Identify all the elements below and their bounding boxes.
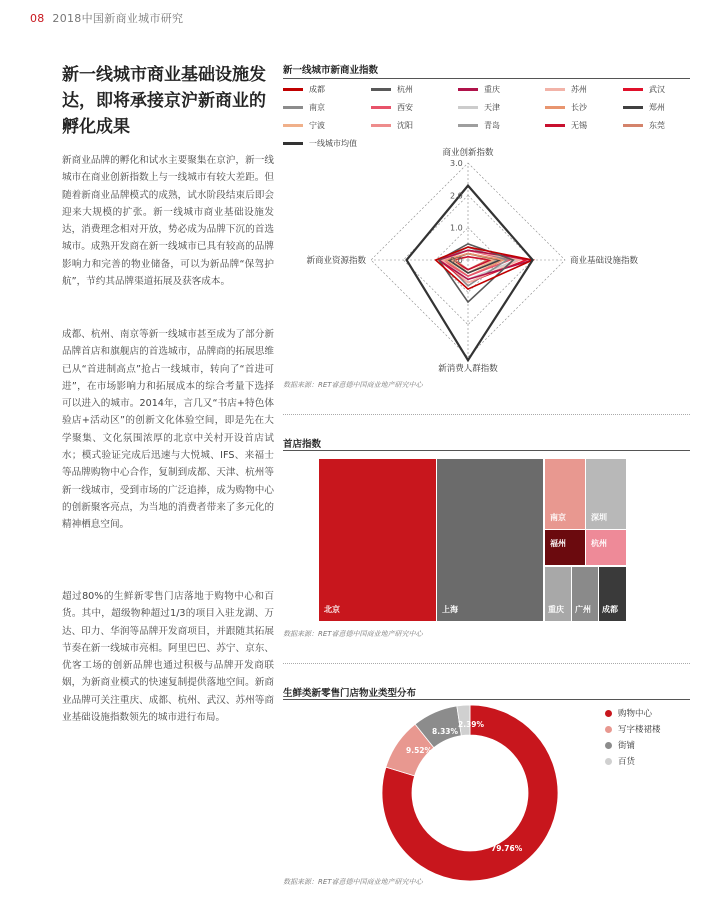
legend-label: 成都 bbox=[309, 85, 325, 94]
legend-label: 街铺 bbox=[618, 741, 636, 751]
treemap-tile-fuzhou bbox=[545, 530, 585, 565]
legend-label: 写字楼裙楼 bbox=[618, 725, 661, 735]
legend-swatch bbox=[371, 88, 391, 91]
tile-label-hangzhou: 杭州 bbox=[591, 539, 607, 548]
legend-label: 西安 bbox=[397, 103, 413, 112]
legend-swatch bbox=[283, 88, 303, 91]
radar-tick-label: 0.0 bbox=[450, 256, 463, 265]
donut-title: 生鲜类新零售门店物业类型分布 bbox=[283, 688, 417, 699]
report-title: 2018中国新商业城市研究 bbox=[52, 12, 184, 25]
tile-label-guangzhou: 广州 bbox=[575, 605, 591, 614]
radar-title: 新一线城市新商业指数 bbox=[283, 65, 379, 76]
legend-dot bbox=[605, 742, 612, 749]
treemap-tile-shenzhen bbox=[586, 459, 626, 529]
radar-title-rule bbox=[283, 78, 690, 79]
legend-swatch bbox=[623, 124, 643, 127]
treemap-title: 首店指数 bbox=[283, 439, 322, 450]
legend-label: 天津 bbox=[484, 103, 500, 112]
divider-2 bbox=[283, 663, 690, 664]
donut-title-rule bbox=[283, 699, 690, 700]
tile-label-shenzhen: 深圳 bbox=[591, 513, 607, 522]
legend-label: 重庆 bbox=[484, 85, 500, 94]
radar-axis-label: 商业创新指数 bbox=[442, 148, 494, 158]
tile-label-chongqing: 重庆 bbox=[548, 605, 564, 614]
radar-legend-item bbox=[371, 102, 413, 113]
legend-label: 南京 bbox=[309, 103, 325, 112]
radar-legend-item bbox=[371, 120, 413, 131]
paragraph-2: 成都、杭州、南京等新一线城市甚至成为了部分新品牌首店和旗舰店的首选城市，品牌商的拓展思维已从“首进制高点”抢占一线城市，转向了“首进可进”，在市场影响力和拓展成本的综合考量下选择可以进入的城市。2014年，言几又“书店+特色体验店+活动区”的创新文化体验空间，即是先在大学聚集、文化氛围浓厚的北京中关村开设首店试水；模式验证完成后迅速与大悦城、IFS、来福士等品牌购物中心合作，复制到成都、天津、杭州等新一线城市，受到市场的广泛追捧，成为购物中心的创新聚客亮点，为当地的消费者带来了多元化的精神栖息空间。 bbox=[62, 329, 274, 531]
donut-label-mall: 79.76% bbox=[491, 844, 523, 853]
treemap-tile-beijing bbox=[319, 459, 436, 621]
tile-label-fuzhou: 福州 bbox=[550, 539, 566, 548]
legend-swatch bbox=[623, 106, 643, 109]
legend-label: 郑州 bbox=[649, 103, 665, 112]
radar-legend-item bbox=[458, 120, 500, 131]
legend-swatch bbox=[545, 106, 565, 109]
treemap-tile-hangzhou bbox=[586, 530, 626, 565]
legend-dot bbox=[605, 710, 612, 717]
radar-legend-item bbox=[623, 84, 665, 95]
treemap-tile-shanghai bbox=[437, 459, 543, 621]
donut-legend-street bbox=[605, 739, 635, 751]
donut-chart bbox=[370, 703, 570, 883]
legend-swatch bbox=[371, 106, 391, 109]
treemap-tile-chongqing bbox=[545, 567, 571, 621]
legend-label: 无锡 bbox=[571, 121, 587, 130]
legend-swatch bbox=[458, 106, 478, 109]
legend-label: 青岛 bbox=[484, 121, 500, 130]
treemap-tile-nanjing bbox=[545, 459, 585, 529]
legend-dot bbox=[605, 758, 612, 765]
radar-legend-item bbox=[545, 120, 587, 131]
page-header bbox=[30, 10, 183, 26]
legend-label: 武汉 bbox=[649, 85, 665, 94]
donut-legend-mall bbox=[605, 707, 652, 719]
treemap-source: 数据来源：RET睿意德中国商业地产研究中心 bbox=[283, 630, 423, 638]
divider-1 bbox=[283, 414, 690, 415]
radar-legend-item bbox=[283, 120, 325, 131]
donut-legend-dept bbox=[605, 755, 635, 767]
legend-swatch bbox=[458, 124, 478, 127]
legend-label: 沈阳 bbox=[397, 121, 413, 130]
paragraph-3: 超过80%的生鲜新零售门店落地于购物中心和百货。其中，超级物种超过1/3的项目入驻龙湖、万达、印力、华润等品牌开发商项目，并跟随其拓展节奏在新一线城市亮相。阿里巴巴、苏宁、京东、优客工场的创新品牌也通过积极与品牌开发商联姻，为新商业模式的快速复制提供落地空间。新商业品牌可关注重庆、成都、杭州、武汉、苏州等商业基础设施指数领先的城市进行布局。 bbox=[62, 591, 274, 724]
legend-label: 长沙 bbox=[571, 103, 587, 112]
radar-legend-item bbox=[371, 84, 413, 95]
donut-label-dept: 2.39% bbox=[458, 720, 485, 729]
donut-label-street: 8.33% bbox=[432, 727, 459, 736]
legend-label: 购物中心 bbox=[618, 709, 653, 719]
donut-label-office: 9.52% bbox=[406, 746, 433, 755]
legend-label: 杭州 bbox=[397, 85, 413, 94]
treemap-title-rule bbox=[283, 450, 690, 451]
section-headline: 新一线城市商业基础设施发达，即将承接京沪新商业的孵化成果 bbox=[62, 65, 266, 137]
legend-swatch bbox=[545, 88, 565, 91]
radar-legend-item bbox=[545, 84, 587, 95]
legend-swatch bbox=[545, 124, 565, 127]
radar-legend-item bbox=[545, 102, 587, 113]
tile-label-shanghai: 上海 bbox=[442, 605, 458, 614]
radar-source: 数据来源：RET睿意德中国商业地产研究中心 bbox=[283, 381, 423, 389]
radar-legend-item bbox=[283, 84, 325, 95]
legend-label: 宁波 bbox=[309, 121, 325, 130]
legend-label: 一线城市均值 bbox=[309, 139, 357, 148]
radar-chart bbox=[283, 140, 703, 380]
tile-label-nanjing: 南京 bbox=[550, 513, 566, 522]
radar-legend-item bbox=[458, 84, 500, 95]
radar-axis-label: 商业基础设施指数 bbox=[570, 256, 639, 266]
legend-label: 苏州 bbox=[571, 85, 587, 94]
legend-label: 百货 bbox=[618, 757, 636, 767]
radar-legend-item bbox=[623, 120, 665, 131]
legend-swatch bbox=[283, 124, 303, 127]
paragraph-1: 新商业品牌的孵化和试水主要聚集在京沪，新一线城市在商业创新指数上与一线城市有较大差距。但随着新商业品牌模式的成熟，试水阶段结束后即会迎来大规模的扩张。新一线城市商业基础设施发达，消费理念相对开放，势必成为品牌下沉的首选城市。成熟开发商在新一线城市已具有较高的品牌影响力和完善的物业储备，可以为新品牌“保驾护航”，节约其品牌渠道拓展及获客成本。 bbox=[62, 155, 274, 288]
radar-tick-label: 3.0 bbox=[450, 159, 463, 168]
radar-tick-label: 1.0 bbox=[450, 223, 463, 233]
tile-label-chengdu: 成都 bbox=[602, 605, 618, 614]
page-number: 08 bbox=[30, 12, 45, 25]
legend-swatch bbox=[371, 124, 391, 127]
radar-tick-label: 2.0 bbox=[450, 191, 463, 201]
radar-legend-item bbox=[458, 102, 500, 113]
radar-axis-label: 新商业资源指数 bbox=[306, 256, 366, 266]
legend-label: 东莞 bbox=[649, 121, 665, 130]
treemap-tile-guangzhou bbox=[572, 567, 598, 621]
donut-legend-office bbox=[605, 723, 661, 735]
tile-label-beijing: 北京 bbox=[324, 605, 340, 614]
radar-legend-item bbox=[283, 102, 325, 113]
radar-legend-item bbox=[623, 102, 665, 113]
legend-swatch bbox=[458, 88, 478, 91]
treemap-tile-chengdu bbox=[599, 567, 626, 621]
legend-swatch bbox=[283, 106, 303, 109]
donut-source: 数据来源：RET睿意德中国商业地产研究中心 bbox=[283, 878, 423, 886]
legend-dot bbox=[605, 726, 612, 733]
radar-axis-label: 新消费人群指数 bbox=[438, 364, 498, 374]
legend-swatch bbox=[623, 88, 643, 91]
